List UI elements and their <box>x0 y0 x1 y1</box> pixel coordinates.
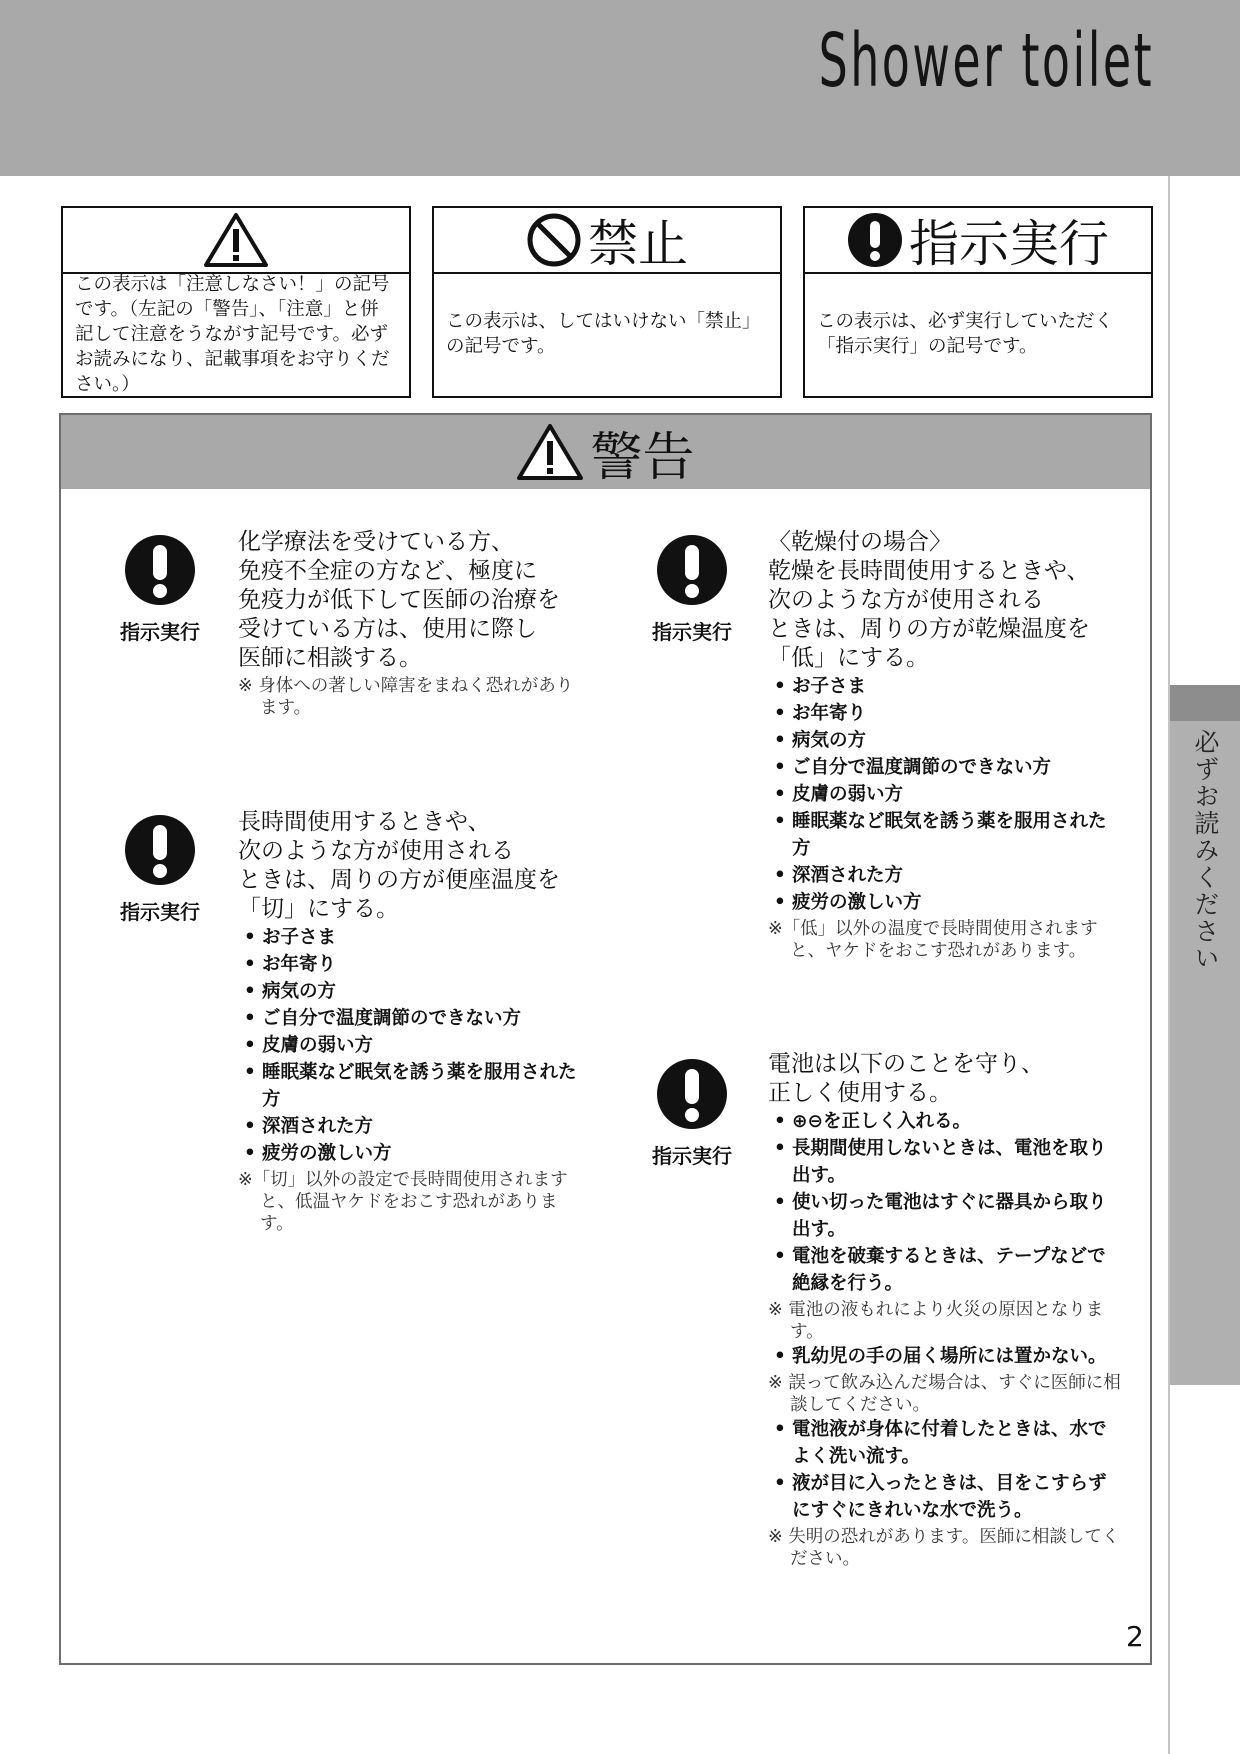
exclamation-circle-icon <box>124 814 196 886</box>
list-item: • ご自分で温度調節のできない方 <box>238 1005 588 1032</box>
warning-lead <box>238 808 588 924</box>
prohibition-icon <box>526 212 582 268</box>
warning-note: ※ 電池の液もれにより火災の原因となります。 <box>768 1300 1104 1342</box>
lead-line: 正しく使用する。 <box>768 1080 952 1106</box>
warning-note: ※ 誤って飲み込んだ場合は、すぐに医師に相談してください。 <box>768 1373 1121 1415</box>
list-item: • お子さま <box>768 673 1123 700</box>
legend-prohibition-text: この表示は、してはいけない「禁止」の記号です。 <box>446 311 761 357</box>
list-item: • 乳幼児の手の届く場所には置かない。 <box>768 1343 1123 1370</box>
warning-lead <box>768 1050 1123 1108</box>
warning-triangle-icon <box>516 423 584 481</box>
lead-line: 化学療法を受けている方、 <box>238 529 514 555</box>
list-item: • 電池液が身体に付着したときは、水でよく洗い流す。 <box>768 1416 1123 1470</box>
warning-note: ※「切」以外の設定で長時間使用されますと、低温ヤケドをおこす恐れがあります。 <box>238 1170 568 1234</box>
list-item: • 病気の方 <box>768 727 1123 754</box>
list-item: • 睡眠薬など眠気を誘う薬を服用された方 <box>768 808 1123 862</box>
warning-item-seat-temperature <box>238 808 588 1235</box>
exclamation-circle-icon <box>124 534 196 606</box>
list-item: • 使い切った電池はすぐに器具から取り出す。 <box>768 1189 1123 1243</box>
list-item: • 皮膚の弱い方 <box>238 1032 588 1059</box>
instruction-mark-label: 指示実行 <box>120 900 200 924</box>
list-item: • ⊕⊖を正しく入れる。 <box>768 1108 1123 1135</box>
lead-line: 「切」にする。 <box>238 896 399 922</box>
warning-note: ※「低」以外の温度で長時間使用されますと、ヤケドをおこす恐れがあります。 <box>768 919 1098 961</box>
list-item: • 液が目に入ったときは、目をこすらずにすぐにきれいな水で洗う。 <box>768 1470 1123 1524</box>
list-item: • お年寄り <box>768 700 1123 727</box>
warning-header <box>61 415 1150 489</box>
lead-line: 長時間使用するときや、 <box>238 809 491 835</box>
exclamation-circle-icon <box>656 1058 728 1130</box>
instruction-mark-label: 指示実行 <box>120 620 200 644</box>
lead-line: 免疫不全症の方など、極度に <box>238 558 537 584</box>
header-band <box>0 0 1240 176</box>
side-tab-marker <box>1170 685 1240 721</box>
side-index-tab <box>1170 685 1240 1385</box>
list-item: • 睡眠薬など眠気を誘う薬を服用された方 <box>238 1059 588 1113</box>
warning-note: ※ 失明の恐れがあります。医師に相談してください。 <box>768 1527 1120 1569</box>
warning-lead <box>238 528 588 673</box>
lead-line: 乾燥を長時間使用するときや、 <box>768 558 1090 584</box>
legend-instruction-text: この表示は、必ず実行していただく「指示実行」の記号です。 <box>817 311 1114 357</box>
instruction-mark <box>110 814 210 925</box>
warning-title: 警告 <box>590 427 695 488</box>
legend-prohibition-header <box>434 208 780 274</box>
lead-line: 「低」にする。 <box>768 645 929 671</box>
list-item: • お子さま <box>238 924 588 951</box>
warning-triangle-icon <box>203 212 269 268</box>
lead-line: 受けている方は、使用に際し <box>238 616 537 642</box>
legend-caution-box <box>61 206 411 398</box>
legend-prohibition-title: 禁止 <box>588 215 688 273</box>
exclamation-circle-icon <box>656 534 728 606</box>
legend-instruction-box <box>803 206 1153 398</box>
instruction-mark <box>110 534 210 645</box>
legend-prohibition-box <box>432 206 782 398</box>
list-item: • 病気の方 <box>238 978 588 1005</box>
list-item: • 電池を破棄するときは、テープなどで絶縁を行う。 <box>768 1243 1123 1297</box>
warning-lead <box>768 528 1123 673</box>
side-tab-label: 必ずお読みください <box>1191 729 1220 972</box>
list-item: • 皮膚の弱い方 <box>768 781 1123 808</box>
exclamation-circle-icon <box>847 212 903 268</box>
list-item: • ご自分で温度調節のできない方 <box>768 754 1123 781</box>
legend-caution-header <box>63 208 409 274</box>
warning-item-dryer-temperature <box>768 528 1123 962</box>
brand-logo: Shower toilet <box>818 18 1154 104</box>
instruction-mark <box>642 534 742 645</box>
list-item: • 深酒された方 <box>768 862 1123 889</box>
list-item: • 疲労の激しい方 <box>768 889 1123 916</box>
warning-item-batteries <box>768 1050 1123 1570</box>
lead-line: 次のような方が使用される <box>238 838 514 864</box>
legend-instruction-header <box>805 208 1151 274</box>
list-item: • お年寄り <box>238 951 588 978</box>
warning-item-chemotherapy <box>238 528 588 719</box>
lead-line: 〈乾燥付の場合〉 <box>768 529 952 555</box>
list-item: • 疲労の激しい方 <box>238 1140 588 1167</box>
lead-line: 医師に相談する。 <box>238 645 422 671</box>
legend-caution-text: この表示は「注意しなさい！」の記号です。（左記の「警告」、「注意」と併記して注意をうながす記号です。必ずお読みになり、記載事項をお守りください。） <box>75 273 390 395</box>
list-item: • 長期間使用しないときは、電池を取り出す。 <box>768 1135 1123 1189</box>
lead-line: ときは、周りの方が便座温度を <box>238 867 560 893</box>
lead-line: 次のような方が使用される <box>768 587 1044 613</box>
instruction-mark <box>642 1058 742 1169</box>
legend-instruction-title: 指示実行 <box>909 215 1109 273</box>
page-number: 2 <box>1126 1620 1144 1653</box>
list-item: • 深酒された方 <box>238 1113 588 1140</box>
lead-line: 免疫力が低下して医師の治療を <box>238 587 560 613</box>
instruction-mark-label: 指示実行 <box>652 620 732 644</box>
instruction-mark-label: 指示実行 <box>652 1144 732 1168</box>
lead-line: ときは、周りの方が乾燥温度を <box>768 616 1090 642</box>
warning-note: ※ 身体への著しい障害をまねく恐れがあります。 <box>238 676 574 718</box>
lead-line: 電池は以下のことを守り、 <box>768 1051 1044 1077</box>
